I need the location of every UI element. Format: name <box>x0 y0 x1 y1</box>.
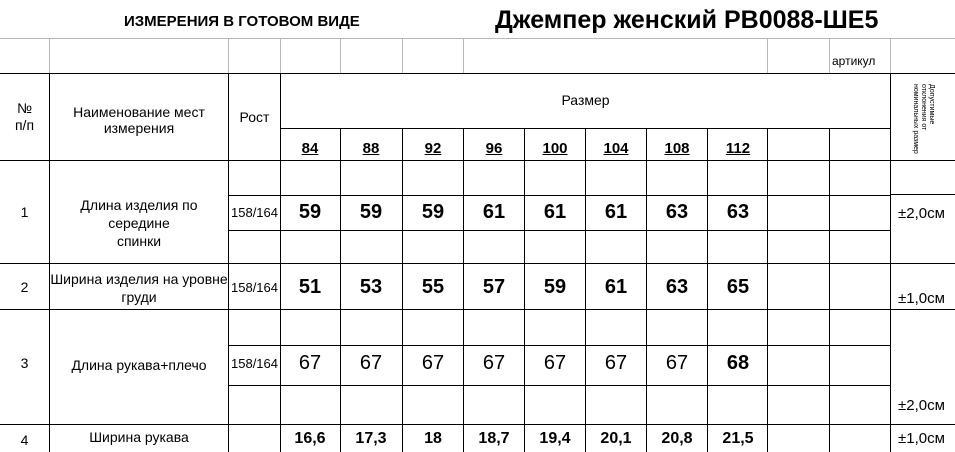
measurement-value: 59 <box>543 276 567 298</box>
measurement-value: 18,7 <box>478 430 510 447</box>
row-number: 2 <box>20 279 29 295</box>
measurement-value: 61 <box>604 201 628 223</box>
tolerance-value: ±1,0см <box>898 290 945 307</box>
measurement-name: Ширина изделия на уровне груди <box>50 271 228 305</box>
measurement-name: Ширина рукава <box>89 429 189 445</box>
article-label: артикул <box>832 54 876 68</box>
product-title: Джемпер женский PB0088-ШЕ5 <box>495 6 879 34</box>
size-header: 92 <box>424 140 442 157</box>
measurement-value: 67 <box>298 352 322 374</box>
measurement-value: 55 <box>421 276 445 298</box>
measurement-name: Длина рукава+плечо <box>71 357 207 373</box>
measurement-value: 63 <box>726 201 750 223</box>
measurement-value: 17,3 <box>355 430 387 447</box>
table-title: ИЗМЕРЕНИЯ В ГОТОВОМ ВИДЕ <box>124 13 360 30</box>
measurement-value: 61 <box>604 276 628 298</box>
measurement-value: 68 <box>726 352 750 374</box>
measurement-value: 57 <box>482 276 506 298</box>
tolerance-value: ±2,0см <box>898 205 945 222</box>
row-number: 1 <box>20 204 29 220</box>
row-number: 4 <box>20 432 29 448</box>
row-number: 3 <box>20 355 29 371</box>
size-header: 96 <box>485 140 503 157</box>
measurement-value: 67 <box>543 352 567 374</box>
measurement-value: 51 <box>298 276 322 298</box>
measurement-value: 67 <box>665 352 689 374</box>
measurement-value: 61 <box>482 201 506 223</box>
measurement-value: 67 <box>482 352 506 374</box>
measurement-value: 59 <box>298 201 322 223</box>
measurement-value: 65 <box>726 276 750 298</box>
measurement-value: 18 <box>424 430 442 447</box>
column-header-tolerance: Допустимые отклонения от номинальных размер <box>911 84 935 154</box>
measurement-value: 61 <box>543 201 567 223</box>
measurement-name: Длина изделия по середине спинки <box>80 197 198 249</box>
measurement-value: 20,8 <box>661 430 693 447</box>
measurement-value: 19,4 <box>539 430 571 447</box>
measurement-value: 21,5 <box>722 430 754 447</box>
measurement-value: 53 <box>359 276 383 298</box>
measurement-value: 63 <box>665 276 689 298</box>
column-header-name: Наименование мест измерения <box>73 104 205 136</box>
tolerance-value: ±1,0см <box>898 430 945 447</box>
size-header: 108 <box>664 140 690 157</box>
size-header: 104 <box>603 140 629 157</box>
height-range: 158/164 <box>231 280 278 295</box>
size-header: 88 <box>362 140 380 157</box>
column-header-height: Рост <box>239 109 270 125</box>
measurement-value: 16,6 <box>294 430 326 447</box>
measurement-value: 59 <box>359 201 383 223</box>
column-header-number: № п/п <box>14 100 35 133</box>
height-range: 158/164 <box>231 205 278 220</box>
column-header-size: Размер <box>561 92 610 108</box>
measurement-value: 67 <box>604 352 628 374</box>
measurement-value: 20,1 <box>600 430 632 447</box>
measurement-value: 67 <box>421 352 445 374</box>
measurement-value: 59 <box>421 201 445 223</box>
size-header: 100 <box>542 140 568 157</box>
height-range: 158/164 <box>231 356 278 371</box>
measurement-value: 67 <box>359 352 383 374</box>
measurement-value: 63 <box>665 201 689 223</box>
size-header: 84 <box>301 140 319 157</box>
size-header: 112 <box>725 140 751 157</box>
tolerance-value: ±2,0см <box>898 397 945 414</box>
